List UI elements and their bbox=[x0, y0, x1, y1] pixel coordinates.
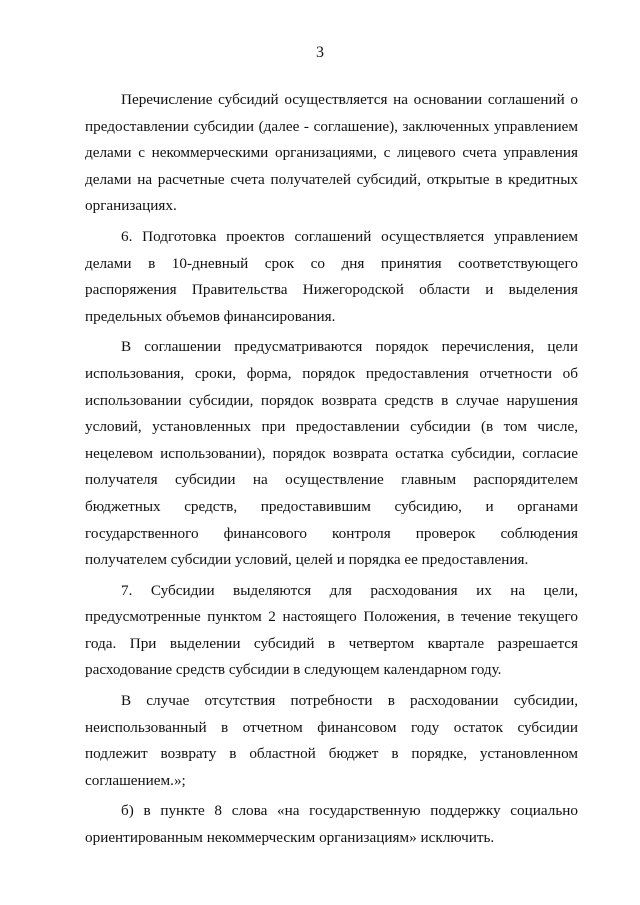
paragraph-unused-balance: В случае отсутствия потребности в расходовании субсидии, неиспользованный в отчетном финансовом году остаток субсидии подлежит возврату в областной бюджет в порядке, установленном соглашением.»; bbox=[85, 692, 578, 789]
paragraph-item-6: 6. Подготовка проектов соглашений осуществляется управлением делами в 10-дневный срок со дня принятия соответствующего распоряжения Правительства Нижегородской области и выделения предельных объемов финансирования. bbox=[85, 227, 578, 325]
page-number: 3 bbox=[316, 44, 324, 61]
document-body bbox=[85, 87, 578, 852]
paragraph-item-7: 7. Субсидии выделяются для расходования их на цели, предусмотренные пунктом 2 настоящего Положения, в течение текущего года. При выделении субсидий в четвертом квартале разрешается расходование средств субсидии в следующем календарном году. bbox=[85, 581, 578, 679]
paragraph-agreement-terms: В соглашении предусматриваются порядок перечисления, цели использования, сроки, форма, порядок предоставления отчетности об использовании субсидии, порядок возврата средств в случае нарушения условий, установленных при предоставлении субсидии (в том числе, нецелевом использовании), порядок возврата остатка субсидии, согласие получателя субсидии на осуществление главным распорядителем бюджетных средств, предоставившим субсидию, и органами государственного финансового контроля проверок соблюдения получателем субсидии условий, целей и порядка ее предоставления. bbox=[85, 338, 578, 569]
paragraph-item-8-amendment: б) в пункте 8 слова «на государственную поддержку социально ориентированным некоммерческим организациям» исключить. bbox=[85, 802, 578, 847]
paragraph-subsidy-transfer: Перечисление субсидий осуществляется на основании соглашений о предоставлении субсидии (далее - соглашение), заключенных управлением делами с некоммерческими организациями, с лицевого счета управления делами на расчетные счета получателей субсидий, открытые в кредитных организациях. bbox=[85, 91, 578, 215]
